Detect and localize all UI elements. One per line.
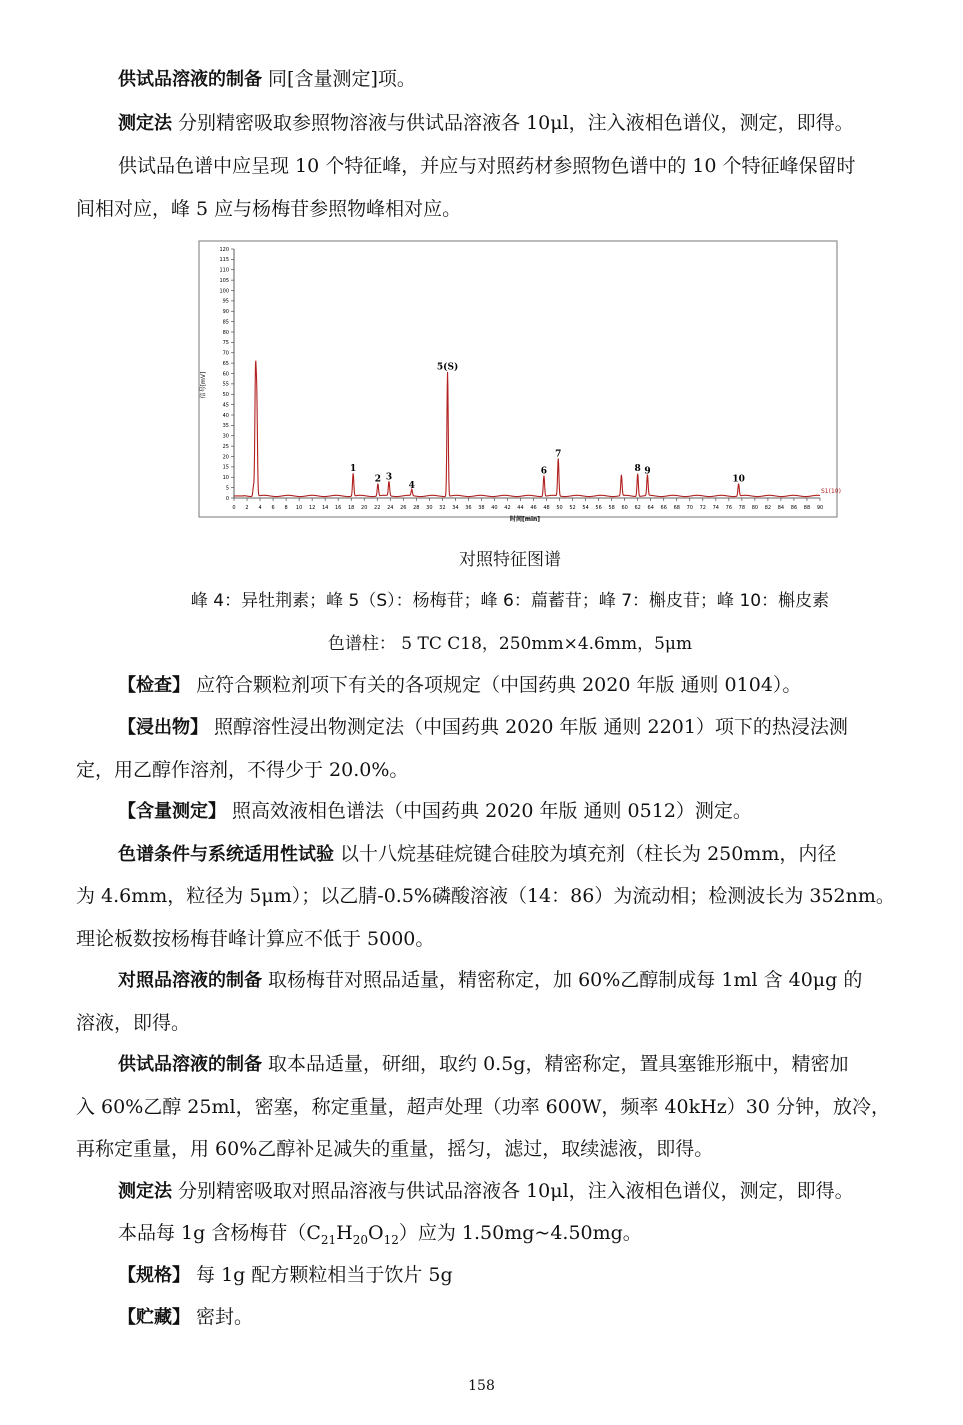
heading: 色谱条件与系统适用性试验 xyxy=(118,844,334,865)
x-tick-label: 40 xyxy=(491,505,498,511)
x-tick-label: 36 xyxy=(465,505,472,511)
x-tick-label: 74 xyxy=(712,505,720,511)
section-duizhao xyxy=(118,968,944,993)
x-tick-label: 42 xyxy=(504,505,511,511)
y-tick-label: 30 xyxy=(222,433,229,440)
section-jinchu xyxy=(118,715,944,740)
x-tick-label: 62 xyxy=(634,505,641,511)
section-sepu-line3: 理论板数按杨梅苷峰计算应不低于 5000。 xyxy=(76,928,435,950)
y-tick-label: 60 xyxy=(222,371,229,378)
x-tick-label: 16 xyxy=(334,505,342,511)
paragraph-sample-prep xyxy=(118,67,944,92)
formula-h: H xyxy=(336,1222,353,1244)
x-tick-label: 18 xyxy=(348,505,355,511)
figure-title: 对照特征图谱 xyxy=(459,550,561,570)
x-tick-label: 64 xyxy=(647,505,654,511)
x-tick-label: 10 xyxy=(295,505,303,511)
body-text: 应符合颗粒剂项下有关的各项规定（中国药典 2020 年版 通则 0104）。 xyxy=(190,674,802,696)
x-tick-label: 72 xyxy=(699,505,706,511)
y-tick-label: 40 xyxy=(222,412,229,419)
x-tick-label: 50 xyxy=(556,505,563,511)
heading: 【浸出物】 xyxy=(118,717,208,738)
x-tick-label: 34 xyxy=(452,505,459,511)
x-tick-label: 90 xyxy=(816,505,824,511)
y-tick-label: 70 xyxy=(222,350,229,357)
formula-sub-h: 20 xyxy=(352,1232,369,1247)
y-tick-label: 45 xyxy=(222,402,229,409)
y-tick-label: 55 xyxy=(222,381,229,388)
formula-sub-c: 21 xyxy=(320,1232,337,1247)
x-tick-label: 30 xyxy=(426,505,433,511)
y-tick-label: 115 xyxy=(219,257,229,264)
y-tick-label: 110 xyxy=(219,267,229,274)
y-axis-label: 信号[mV] xyxy=(200,371,207,399)
section-cedingfa xyxy=(118,1179,944,1204)
peak-label: 5(S) xyxy=(436,362,459,373)
x-tick-label: 54 xyxy=(582,505,589,511)
peak-caption: 峰 4：异牡荆素；峰 5（S）：杨梅苷；峰 6：萹蓄苷；峰 7：槲皮苷；峰 10：槲皮素 xyxy=(190,591,830,611)
x-tick-label: 52 xyxy=(569,505,576,511)
heading: 【规格】 xyxy=(118,1265,190,1286)
x-tick-label: 2 xyxy=(245,505,249,511)
body-text: 以十八烷基硅烷键合硅胶为填充剂（柱长为 250mm，内径 xyxy=(334,843,837,865)
x-tick-label: 82 xyxy=(764,505,772,511)
x-tick-label: 28 xyxy=(413,505,420,511)
peak-label: 6 xyxy=(540,466,548,477)
body-text: 取杨梅苷对照品适量，精密称定，加 60%乙醇制成每 1ml 含 40μg 的 xyxy=(262,969,863,991)
section-sepu xyxy=(118,842,944,867)
y-tick-label: 35 xyxy=(222,423,229,430)
peak-label: 7 xyxy=(555,449,562,460)
heading: 对照品溶液的制备 xyxy=(118,970,262,991)
paragraph-fingerprint-line2: 间相对应，峰 5 应与杨梅苷参照物峰相对应。 xyxy=(76,198,462,220)
heading: 【含量测定】 xyxy=(118,801,226,822)
x-tick-label: 86 xyxy=(790,505,798,511)
peak-label: 3 xyxy=(385,472,393,483)
y-tick-label: 5 xyxy=(225,485,229,492)
x-tick-label: 22 xyxy=(374,505,381,511)
section-guige xyxy=(118,1263,944,1288)
heading: 测定法 xyxy=(118,113,172,134)
y-tick-label: 10 xyxy=(222,475,229,482)
peak-label: 10 xyxy=(732,474,745,485)
body-text: 照醇溶性浸出物测定法（中国药典 2020 年版 通则 2201）项下的热浸法测 xyxy=(208,716,848,738)
x-tick-label: 76 xyxy=(725,505,733,511)
page-number: 158 xyxy=(468,1378,495,1394)
body-text: 同[含量测定]项。 xyxy=(262,68,416,90)
formula-o: O xyxy=(368,1222,384,1244)
section-duizhao-line2: 溶液，即得。 xyxy=(76,1012,191,1034)
paragraph-method xyxy=(118,111,944,136)
section-jinchu-line2: 定，用乙醇作溶剂，不得少于 20.0%。 xyxy=(76,759,409,781)
content-limit xyxy=(118,1221,944,1253)
peak-label: 9 xyxy=(644,466,651,477)
x-tick-label: 14 xyxy=(321,505,329,511)
paragraph-fingerprint-line1: 供试品色谱中应呈现 10 个特征峰，并应与对照药材参照物色谱中的 10 个特征峰保留时 xyxy=(118,155,856,177)
x-tick-label: 38 xyxy=(478,505,485,511)
limit-text-pre: 本品每 1g 含杨梅苷（C xyxy=(118,1222,321,1244)
y-tick-label: 105 xyxy=(219,277,229,284)
x-tick-label: 78 xyxy=(738,505,746,511)
x-tick-label: 6 xyxy=(271,505,275,511)
body-text: 分别精密吸取参照物溶液与供试品溶液各 10μl，注入液相色谱仪，测定，即得。 xyxy=(172,112,854,134)
x-tick-label: 20 xyxy=(361,505,368,511)
peak-label: 8 xyxy=(634,464,641,475)
series-label: S1(10) xyxy=(821,488,841,495)
section-hanliang xyxy=(118,799,944,824)
body-text: 分别精密吸取对照品溶液与供试品溶液各 10μl，注入液相色谱仪，测定，即得。 xyxy=(172,1180,854,1202)
y-tick-label: 95 xyxy=(222,298,229,305)
peak-label: 2 xyxy=(374,474,382,485)
x-tick-label: 80 xyxy=(751,505,759,511)
body-text: 每 1g 配方颗粒相当于饮片 5g xyxy=(190,1264,453,1286)
body-text: 取本品适量，研细，取约 0.5g，精密称定，置具塞锥形瓶中，精密加 xyxy=(262,1053,849,1075)
section-gongshi-line2: 入 60%乙醇 25ml，密塞，称定重量，超声处理（功率 600W，频率 40kHz）30 分钟，放冷， xyxy=(76,1096,890,1118)
x-tick-label: 84 xyxy=(777,505,785,511)
x-tick-label: 32 xyxy=(439,505,446,511)
chromatogram-chart xyxy=(198,240,841,530)
y-tick-label: 120 xyxy=(219,246,229,253)
x-tick-label: 68 xyxy=(673,505,680,511)
x-tick-label: 8 xyxy=(284,505,288,511)
x-tick-label: 66 xyxy=(660,505,667,511)
limit-text-post: ）应为 1.50mg~4.50mg。 xyxy=(398,1222,642,1244)
y-tick-label: 15 xyxy=(222,464,229,471)
heading: 【贮藏】 xyxy=(118,1307,190,1328)
body-text: 密封。 xyxy=(190,1306,254,1328)
peak-label: 1 xyxy=(350,464,357,475)
x-tick-label: 26 xyxy=(400,505,407,511)
y-tick-label: 25 xyxy=(222,443,229,450)
section-sepu-line2: 为 4.6mm，粒径为 5μm）；以乙腈-0.5%磷酸溶液（14：86）为流动相；检测波长为 352nm。 xyxy=(76,885,895,907)
heading: 测定法 xyxy=(118,1181,172,1202)
heading: 供试品溶液的制备 xyxy=(118,69,262,90)
y-tick-label: 80 xyxy=(222,329,229,336)
x-tick-label: 60 xyxy=(621,505,628,511)
peak-label: 4 xyxy=(408,480,415,491)
x-tick-label: 70 xyxy=(686,505,693,511)
y-tick-label: 90 xyxy=(222,309,229,316)
y-tick-label: 0 xyxy=(225,495,229,502)
heading: 【检查】 xyxy=(118,675,190,696)
y-tick-label: 65 xyxy=(222,360,229,367)
x-axis-label: 时间[min] xyxy=(509,516,541,523)
body-text: 照高效液相色谱法（中国药典 2020 年版 通则 0512）测定。 xyxy=(226,800,752,822)
section-gongshi-line3: 再称定重量，用 60%乙醇补足减失的重量，摇匀，滤过，取续滤液，即得。 xyxy=(76,1138,714,1160)
section-jiancha xyxy=(118,673,944,698)
x-tick-label: 46 xyxy=(530,505,537,511)
section-zhucang xyxy=(118,1305,944,1330)
x-tick-label: 0 xyxy=(232,505,236,511)
y-tick-label: 75 xyxy=(222,340,229,347)
heading: 供试品溶液的制备 xyxy=(118,1054,262,1075)
x-tick-label: 12 xyxy=(308,505,316,511)
x-tick-label: 4 xyxy=(258,505,262,511)
x-tick-label: 56 xyxy=(595,505,602,511)
y-tick-label: 100 xyxy=(219,288,229,295)
y-tick-label: 20 xyxy=(222,454,229,461)
formula-sub-o: 12 xyxy=(383,1232,399,1247)
x-tick-label: 88 xyxy=(803,505,811,511)
column-caption: 色谱柱： 5 TC C18，250mm×4.6mm，5μm xyxy=(327,634,693,654)
x-tick-label: 44 xyxy=(517,505,524,511)
section-gongshi xyxy=(118,1052,944,1077)
x-tick-label: 24 xyxy=(387,505,394,511)
x-tick-label: 48 xyxy=(543,505,550,511)
x-tick-label: 58 xyxy=(608,505,615,511)
y-tick-label: 50 xyxy=(222,392,229,399)
y-tick-label: 85 xyxy=(222,319,229,326)
